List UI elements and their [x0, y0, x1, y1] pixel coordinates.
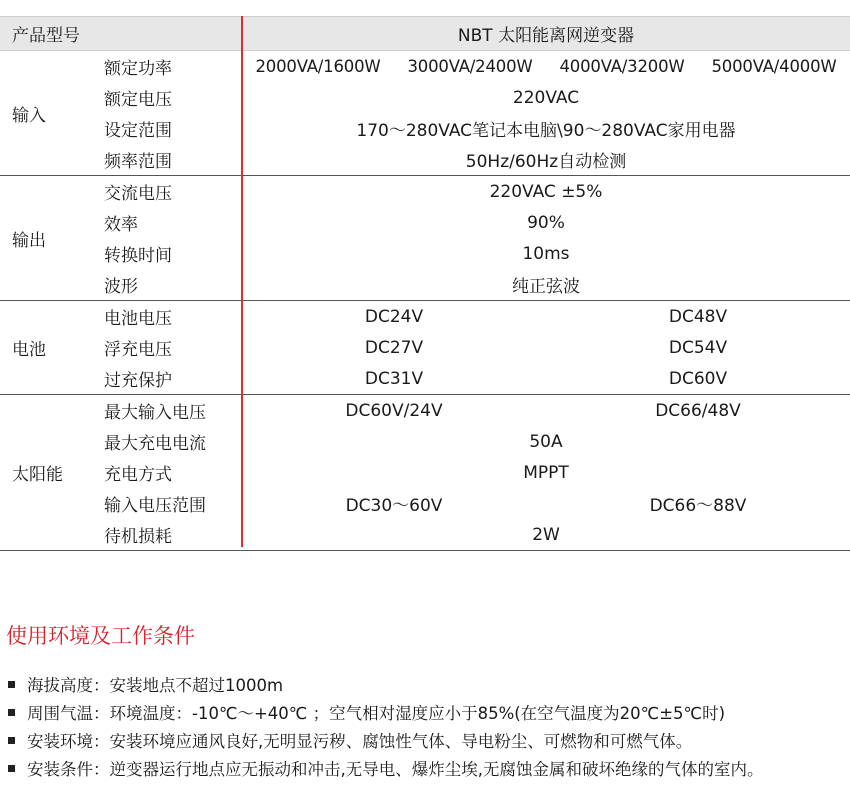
- column-divider: [241, 16, 243, 547]
- table-group: [0, 395, 850, 551]
- param-value: DC24V: [364, 306, 424, 327]
- header-label: 产品型号: [12, 26, 80, 46]
- param-name: 设定范围: [104, 121, 172, 141]
- table-row: [90, 395, 850, 426]
- param-value: DC66～88V: [649, 496, 747, 516]
- param-value: DC48V: [668, 306, 728, 327]
- header-value: NBT 太阳能离网逆变器: [457, 26, 635, 46]
- param-name: 最大输入电压: [104, 403, 206, 423]
- table-header: [0, 16, 850, 51]
- list-item-text: 安装条件：逆变器运行地点应无振动和冲击,无导电、爆炸尘埃,无腐蚀金属和破坏绝缘的气体的室内。: [27, 760, 764, 779]
- group-name: 输入: [12, 105, 46, 126]
- list-item-text: 周围气温：环境温度：-10℃～+40℃ ；空气相对湿度应小于85%(在空气温度为20℃±5℃时): [27, 704, 726, 723]
- param-value: DC54V: [668, 337, 728, 358]
- table-row: [90, 269, 850, 300]
- table-row: [90, 457, 850, 488]
- param-name: 效率: [104, 215, 138, 235]
- square-bullet-icon: [8, 681, 15, 688]
- table-group: [0, 176, 850, 301]
- spec-table: [0, 16, 850, 551]
- param-value: 4000VA/3200W: [559, 57, 685, 76]
- table-row: [90, 426, 850, 457]
- list-item: [0, 726, 850, 754]
- param-value: 50Hz/60Hz自动检测: [465, 152, 627, 172]
- param-value: 10ms: [522, 243, 570, 264]
- param-value: 170～280VAC笔记本电脑\90～280VAC家用电器: [356, 121, 736, 141]
- table-row: [90, 363, 850, 394]
- param-name: 过充保护: [104, 371, 172, 391]
- param-value: 50A: [529, 431, 563, 452]
- param-value: 3000VA/2400W: [407, 57, 533, 76]
- table-row: [90, 301, 850, 332]
- param-name: 电池电压: [104, 309, 172, 329]
- table-row: [90, 332, 850, 363]
- table-row: [90, 82, 850, 113]
- table-row: [90, 113, 850, 144]
- param-name: 额定功率: [104, 59, 172, 79]
- param-value: 220VAC ±5%: [489, 181, 603, 202]
- param-name: 充电方式: [104, 465, 172, 485]
- param-value: DC31V: [364, 368, 424, 389]
- list-item: [0, 754, 850, 782]
- param-value: 纯正弦波: [512, 277, 580, 297]
- square-bullet-icon: [8, 765, 15, 772]
- table-row: [90, 176, 850, 207]
- param-name: 额定电压: [104, 90, 172, 110]
- param-value: DC60V/24V: [345, 400, 443, 421]
- environment-list: [0, 670, 850, 782]
- table-row: [90, 51, 850, 82]
- table-group: [0, 51, 850, 176]
- square-bullet-icon: [8, 709, 15, 716]
- param-name: 波形: [104, 277, 138, 297]
- param-value: DC60V: [668, 368, 728, 389]
- group-name: 太阳能: [12, 465, 63, 485]
- table-row: [90, 207, 850, 238]
- table-row: [90, 238, 850, 269]
- environment-section: [0, 620, 850, 782]
- square-bullet-icon: [8, 737, 15, 744]
- table-group: [0, 301, 850, 395]
- list-item-text: 安装环境：安装环境应通风良好,无明显污秽、腐蚀性气体、导电粉尘、可燃物和可燃气体。: [27, 732, 693, 751]
- param-name: 频率范围: [104, 152, 172, 172]
- table-row: [90, 488, 850, 519]
- param-name: 待机损耗: [104, 527, 172, 547]
- param-value: 2000VA/1600W: [255, 57, 381, 76]
- param-value: 2W: [532, 524, 560, 545]
- table-row: [90, 144, 850, 175]
- param-value: DC30～60V: [345, 496, 443, 516]
- param-value: DC27V: [364, 337, 424, 358]
- param-name: 交流电压: [104, 184, 172, 204]
- table-row: [90, 519, 850, 550]
- group-name: 输出: [12, 230, 46, 251]
- param-value: MPPT: [523, 462, 569, 483]
- param-name: 转换时间: [104, 246, 172, 266]
- list-item: [0, 698, 850, 726]
- param-name: 最大充电电流: [104, 434, 206, 454]
- group-name: 电池: [12, 340, 46, 360]
- param-name: 浮充电压: [104, 340, 172, 360]
- param-name: 输入电压范围: [104, 496, 206, 516]
- param-value: 5000VA/4000W: [711, 57, 837, 76]
- param-value: 90%: [527, 212, 565, 233]
- environment-title: 使用环境及工作条件: [6, 624, 195, 648]
- param-value: DC66/48V: [655, 400, 741, 421]
- list-item: [0, 670, 850, 698]
- param-value: 220VAC: [512, 87, 580, 108]
- list-item-text: 海拔高度：安装地点不超过1000m: [27, 676, 284, 695]
